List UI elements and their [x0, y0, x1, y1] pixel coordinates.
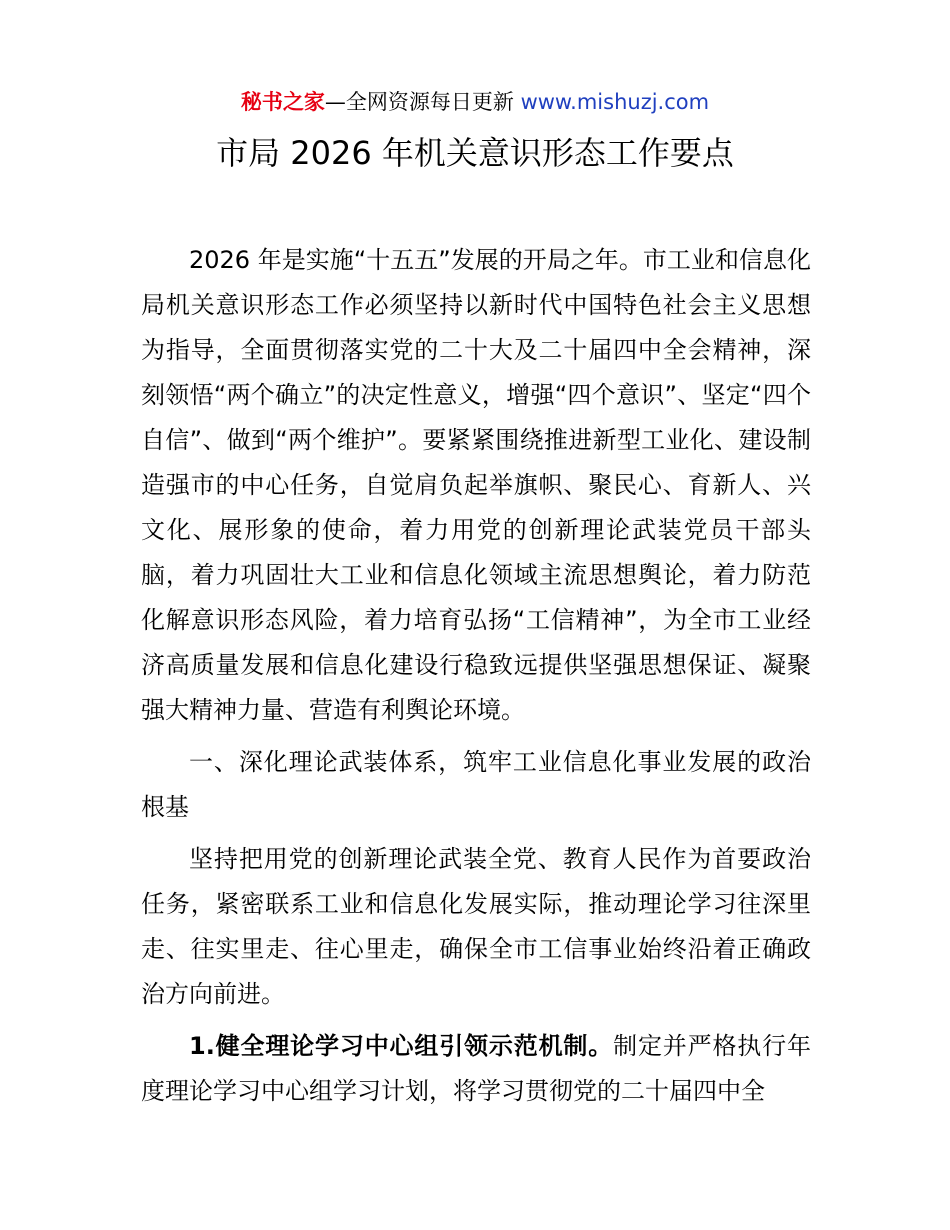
site-url-link[interactable]: www.mishuzj.com	[520, 90, 710, 114]
section-heading: 一、深化理论武装体系，筑牢工业信息化事业发展的政治根基	[141, 748, 811, 821]
document-body	[141, 238, 811, 1114]
site-header	[0, 86, 950, 118]
item-lead: 1.健全理论学习中心组引领示范机制。	[189, 1032, 614, 1060]
site-slogan: —全网资源每日更新	[324, 90, 521, 114]
site-brand: 秘书之家	[240, 90, 325, 114]
document-title: 市局 2026 年机关意识形态工作要点	[216, 134, 734, 172]
item-text: 制定并严格执行年度理论学习中心组学习计划，将学习贯彻党的二十届四中全	[141, 1032, 811, 1105]
section-paragraph: 坚持把用党的创新理论武装全党、教育人民作为首要政治任务，紧密联系工业和信息化发展实际，推动理论学习往深里走、往实里走、往心里走，确保全市工信事业始终沿着正确政治方向前进。	[141, 845, 811, 1008]
intro-paragraph: 2026 年是实施“十五五”发展的开局之年。市工业和信息化局机关意识形态工作必须坚持以新时代中国特色社会主义思想为指导，全面贯彻落实党的二十大及二十届四中全会精神，深刻领悟“两个确立”的决定性意义，增强“四个意识”、坚定“四个自信”、做到“两个维护”。要紧紧围绕推进新型工业化、建设制造强市的中心任务，自觉肩负起举旗帜、聚民心、育新人、兴文化、展形象的使命，着力用党的创新理论武装党员干部头脑，着力巩固壮大工业和信息化领域主流思想舆论，着力防范化解意识形态风险，着力培育弘扬“工信精神”，为全市工业经济高质量发展和信息化建设行稳致远提供坚强思想保证、凝聚强大精神力量、营造有利舆论环境。	[141, 246, 811, 724]
item-paragraph	[141, 1024, 811, 1114]
